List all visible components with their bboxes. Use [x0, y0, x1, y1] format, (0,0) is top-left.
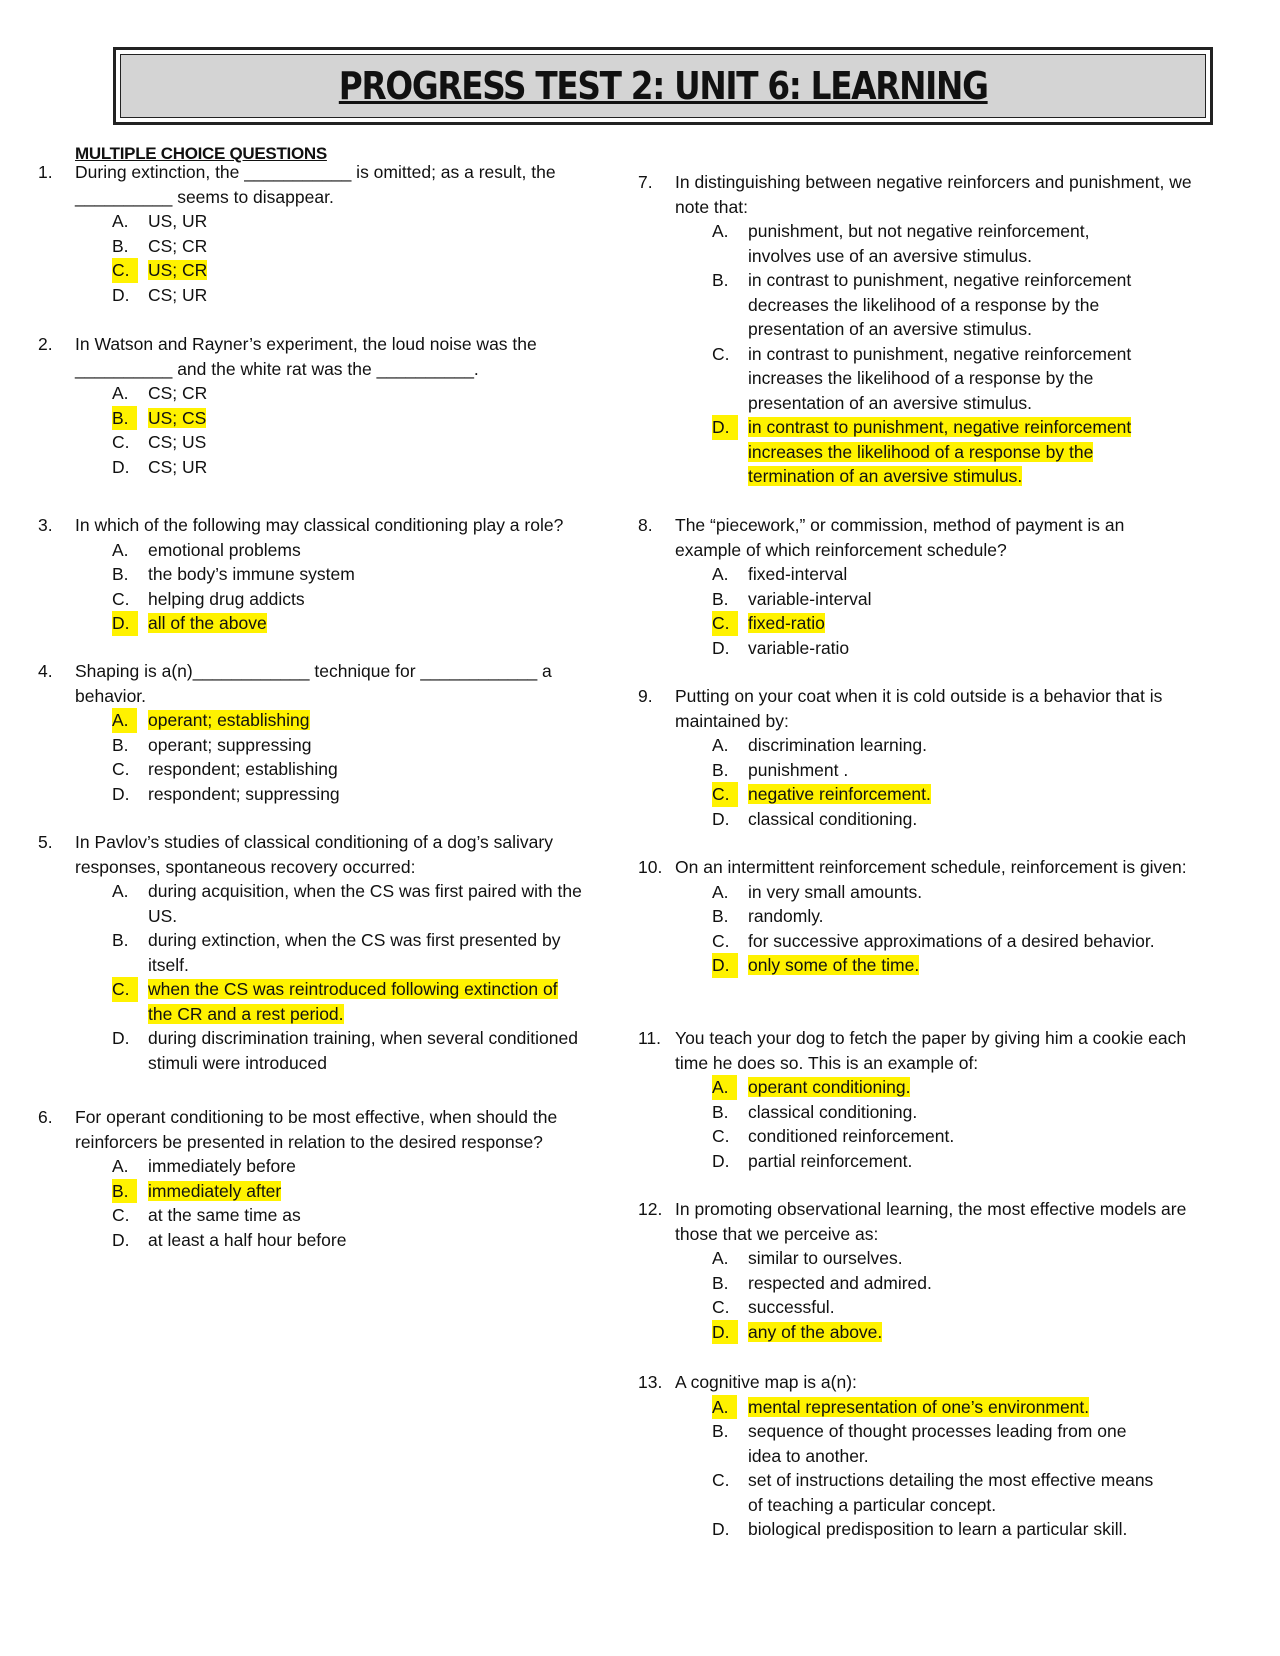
option-text [748, 953, 1162, 978]
answer-option[interactable] [112, 455, 582, 480]
question-number: 8. [638, 515, 653, 535]
answer-option[interactable] [112, 258, 582, 283]
answer-options [712, 1246, 1152, 1344]
option-letter: C. [712, 1297, 730, 1317]
question-text: On an intermittent reinforcement schedule, reinforcement is given: [675, 857, 1187, 877]
option-text: CS; US [148, 432, 207, 452]
question-text: The “piecework,” or commission, method of payment is an example of which reinforcement schedule? [675, 515, 1125, 560]
question-text: In promoting observational learning, the most effective models are those that we perceive as: [675, 1199, 1187, 1244]
correct-answer-highlight: mental representation of one’s environment. [748, 1396, 1090, 1417]
option-letter: A. [712, 1075, 737, 1100]
option-letter: A. [712, 1248, 729, 1268]
option-letter: B. [712, 588, 729, 609]
option-text: variable-interval [748, 588, 872, 609]
answer-option[interactable] [112, 1026, 582, 1075]
answer-option[interactable] [712, 758, 1152, 783]
option-text: classical conditioning. [748, 808, 918, 829]
option-letter: A. [112, 383, 129, 403]
answer-options [712, 733, 1152, 831]
answer-option[interactable] [712, 342, 1132, 416]
answer-option[interactable] [712, 953, 1162, 978]
question-text: In distinguishing between negative reinforcers and punishment, we note that: [675, 172, 1192, 217]
answer-option[interactable] [712, 733, 1152, 758]
answer-option[interactable] [712, 1295, 1152, 1320]
answer-option[interactable] [112, 1179, 582, 1204]
option-text: CS; CR [148, 235, 208, 256]
option-letter: B. [712, 906, 729, 926]
answer-option[interactable] [712, 415, 1132, 489]
option-text [148, 977, 582, 1026]
option-letter: D. [712, 1519, 730, 1539]
correct-answer-highlight: operant; establishing [148, 710, 310, 730]
option-letter: D. [112, 284, 130, 305]
answer-option[interactable] [712, 929, 1162, 954]
answer-option[interactable] [712, 219, 1132, 268]
answer-option[interactable] [712, 1075, 1152, 1100]
answer-option[interactable] [112, 782, 582, 807]
option-letter: B. [712, 759, 729, 780]
correct-answer-highlight: when the CS was reintroduced following extinction of the CR and a rest period. [148, 979, 558, 1024]
option-letter: A. [712, 881, 729, 902]
question-text: In which of the following may classical conditioning play a role? [75, 515, 564, 535]
option-text: CS; UR [148, 456, 208, 477]
option-text [748, 1395, 1162, 1420]
answer-option[interactable] [712, 1149, 1152, 1174]
option-text: conditioned reinforcement. [748, 1126, 955, 1146]
option-letter: D. [712, 415, 738, 440]
option-letter: C. [112, 977, 138, 1002]
correct-answer-highlight: all of the above [148, 613, 267, 633]
option-text: set of instructions detailing the most effective means of teaching a particular concept. [748, 1470, 1154, 1515]
correct-answer-highlight: operant conditioning. [748, 1077, 911, 1097]
question-text: Shaping is a(n)____________ technique for ____________ a behavior. [75, 661, 552, 706]
option-letter: D. [712, 637, 730, 658]
option-text [748, 611, 1132, 636]
answer-options [112, 879, 582, 1075]
option-letter: C. [112, 588, 130, 609]
option-letter: C. [712, 343, 730, 364]
option-text [748, 415, 1132, 489]
answer-option[interactable] [712, 1517, 1162, 1542]
answer-option[interactable] [712, 880, 1162, 905]
option-letter: A. [712, 564, 729, 584]
answer-options [112, 708, 582, 806]
option-text: variable-ratio [748, 637, 850, 658]
option-text [748, 1320, 1152, 1345]
answer-options [112, 538, 582, 636]
option-text: discrimination learning. [748, 735, 927, 755]
option-letter: B. [112, 734, 129, 755]
correct-answer-highlight: US; CS [148, 407, 207, 428]
option-letter: C. [712, 782, 738, 807]
option-letter: D. [112, 1229, 130, 1250]
option-text [148, 258, 582, 283]
answer-option[interactable] [712, 636, 1132, 661]
answer-options [112, 381, 582, 479]
option-text: US, UR [148, 211, 208, 231]
question-number: 12. [638, 1199, 663, 1219]
correct-answer-highlight: immediately after [148, 1180, 282, 1201]
option-text: respected and admired. [748, 1272, 932, 1293]
option-text [748, 1075, 1152, 1100]
option-text: CS; CR [148, 383, 208, 403]
question-number: 3. [38, 515, 53, 535]
question-text: Putting on your coat when it is cold outside is a behavior that is maintained by: [675, 686, 1163, 731]
option-letter: D. [712, 808, 730, 829]
question-number: 1. [38, 162, 53, 182]
answer-option[interactable] [112, 587, 582, 612]
question-number: 2. [38, 334, 53, 354]
answer-option[interactable] [712, 1246, 1152, 1271]
option-letter: B. [112, 930, 129, 950]
option-text: punishment . [748, 759, 849, 780]
answer-option[interactable] [112, 430, 582, 455]
option-text: in contrast to punishment, negative reinforcement increases the likelihood of a response by the presentation of an aversive stimulus. [748, 343, 1132, 413]
answer-option[interactable] [712, 807, 1152, 832]
answer-option[interactable] [112, 562, 582, 587]
option-letter: A. [112, 539, 129, 560]
option-letter: C. [712, 611, 738, 636]
answer-option[interactable] [712, 1124, 1152, 1149]
option-letter: C. [712, 1470, 730, 1490]
answer-option[interactable] [112, 611, 582, 636]
option-text [148, 1179, 582, 1204]
answer-option[interactable] [712, 562, 1132, 587]
question-text: During extinction, the ___________ is omitted; as a result, the __________ seems to disappear. [75, 162, 556, 207]
option-text: in very small amounts. [748, 881, 923, 902]
option-letter: B. [712, 1421, 729, 1441]
answer-options [112, 209, 582, 307]
question-text: A cognitive map is a(n): [675, 1372, 857, 1392]
answer-options [712, 1395, 1162, 1542]
answer-option[interactable] [112, 538, 582, 563]
option-text [148, 406, 582, 431]
option-text: at the same time as [148, 1205, 301, 1225]
option-text: in contrast to punishment, negative reinforcement decreases the likelihood of a response by the presentation of an aversive stimulus. [748, 270, 1132, 339]
option-letter: A. [712, 1395, 737, 1420]
correct-answer-highlight: only some of the time. [748, 955, 920, 975]
answer-option[interactable] [112, 283, 582, 308]
answer-options [712, 1075, 1152, 1173]
option-letter: A. [112, 211, 129, 231]
option-text: for successive approximations of a desired behavior. [748, 930, 1155, 951]
answer-option[interactable] [112, 406, 582, 431]
option-text: emotional problems [148, 539, 301, 560]
option-text: partial reinforcement. [748, 1150, 913, 1171]
option-text: respondent; suppressing [148, 783, 340, 804]
answer-option[interactable] [112, 1203, 582, 1228]
option-text: during discrimination training, when several conditioned stimuli were introduced [148, 1028, 578, 1073]
option-letter: D. [112, 1028, 130, 1048]
question-number: 7. [638, 172, 653, 192]
answer-option[interactable] [712, 587, 1132, 612]
question-text: In Watson and Rayner’s experiment, the loud noise was the __________ and the white rat was the __________. [75, 334, 537, 379]
option-letter: C. [112, 432, 130, 452]
answer-option[interactable] [712, 1320, 1152, 1345]
option-letter: A. [112, 1156, 129, 1176]
option-text: sequence of thought processes leading from one idea to another. [748, 1421, 1127, 1466]
answer-options [712, 562, 1132, 660]
option-text [148, 611, 582, 636]
option-letter: B. [112, 235, 129, 256]
answer-option[interactable] [112, 733, 582, 758]
option-letter: D. [712, 1150, 730, 1171]
question-number: 6. [38, 1107, 53, 1127]
answer-option[interactable] [712, 1271, 1152, 1296]
option-letter: D. [112, 456, 130, 477]
option-text: successful. [748, 1297, 835, 1317]
correct-answer-highlight: negative reinforcement. [748, 784, 931, 804]
option-text: the body’s immune system [148, 564, 355, 584]
option-letter: A. [112, 881, 129, 901]
option-letter: C. [712, 1126, 730, 1146]
option-text [148, 708, 582, 733]
title-box [113, 47, 1213, 125]
option-text: operant; suppressing [148, 734, 312, 755]
option-letter: B. [712, 1272, 729, 1293]
question-number: 5. [38, 832, 53, 852]
option-letter: D. [712, 953, 738, 978]
answer-option[interactable] [112, 1228, 582, 1253]
answer-option[interactable] [112, 234, 582, 259]
question-text: You teach your dog to fetch the paper by giving him a cookie each time he does so. This is an example of: [675, 1028, 1187, 1073]
question-text: For operant conditioning to be most effective, when should the reinforcers be presented in relation to the desired response? [75, 1107, 558, 1152]
answer-option[interactable] [112, 381, 582, 406]
option-letter: C. [112, 1205, 130, 1225]
option-text: respondent; establishing [148, 759, 338, 779]
option-text: helping drug addicts [148, 588, 305, 609]
option-letter: B. [712, 270, 729, 290]
answer-option[interactable] [712, 1468, 1162, 1517]
title-banner [120, 54, 1206, 118]
answer-option[interactable] [712, 268, 1132, 342]
page-title: PROGRESS TEST 2: UNIT 6: LEARNING [338, 64, 988, 108]
option-letter: C. [712, 930, 730, 951]
option-text: punishment, but not negative reinforcement, involves use of an aversive stimulus. [748, 221, 1090, 266]
question-text: In Pavlov’s studies of classical conditioning of a dog’s salivary responses, spontaneous recovery occurred: [75, 832, 553, 877]
option-text: at least a half hour before [148, 1229, 347, 1250]
answer-option[interactable] [112, 1154, 582, 1179]
answer-option[interactable] [112, 928, 582, 977]
correct-answer-highlight: US; CR [148, 260, 208, 280]
correct-answer-highlight: in contrast to punishment, negative reinforcement increases the likelihood of a response by the termination of an aversive stimulus. [748, 417, 1132, 486]
answer-options [712, 219, 1132, 489]
answer-option[interactable] [112, 708, 582, 733]
question-number: 9. [638, 686, 653, 706]
option-letter: C. [112, 258, 138, 283]
option-letter: D. [712, 1320, 738, 1345]
answer-option[interactable] [712, 1395, 1162, 1420]
answer-option[interactable] [712, 782, 1152, 807]
answer-option[interactable] [712, 1419, 1162, 1468]
option-letter: B. [712, 1101, 729, 1122]
option-letter: B. [112, 406, 137, 431]
option-text: during acquisition, when the CS was first paired with the US. [148, 881, 582, 926]
option-letter: A. [712, 221, 729, 241]
option-text: CS; UR [148, 284, 208, 305]
option-text: similar to ourselves. [748, 1248, 903, 1268]
answer-option[interactable] [112, 757, 582, 782]
answer-option[interactable] [712, 904, 1162, 929]
option-text: classical conditioning. [748, 1101, 918, 1122]
option-letter: D. [112, 783, 130, 804]
question-number: 10. [638, 857, 663, 877]
option-letter: B. [112, 1179, 137, 1204]
option-text [748, 782, 1152, 807]
option-letter: A. [112, 708, 137, 733]
option-text: randomly. [748, 906, 824, 926]
question-number: 4. [38, 661, 53, 681]
question-number: 11. [638, 1028, 662, 1048]
option-text: immediately before [148, 1156, 296, 1176]
answer-option[interactable] [712, 611, 1132, 636]
option-letter: B. [112, 564, 129, 584]
correct-answer-highlight: fixed-ratio [748, 613, 825, 633]
answer-option[interactable] [112, 209, 582, 234]
question-number: 13. [638, 1372, 663, 1392]
answer-options [112, 1154, 582, 1252]
answer-option[interactable] [112, 879, 582, 928]
option-letter: A. [712, 735, 729, 755]
option-text: fixed-interval [748, 564, 848, 584]
option-letter: D. [112, 611, 138, 636]
section-heading: MULTIPLE CHOICE QUESTIONS [75, 144, 327, 163]
option-letter: C. [112, 759, 130, 779]
option-text: biological predisposition to learn a particular skill. [748, 1519, 1128, 1539]
correct-answer-highlight: any of the above. [748, 1321, 883, 1342]
answer-option[interactable] [712, 1100, 1152, 1125]
answer-options [712, 880, 1162, 978]
option-text: during extinction, when the CS was first presented by itself. [148, 930, 561, 975]
answer-option[interactable] [112, 977, 582, 1026]
